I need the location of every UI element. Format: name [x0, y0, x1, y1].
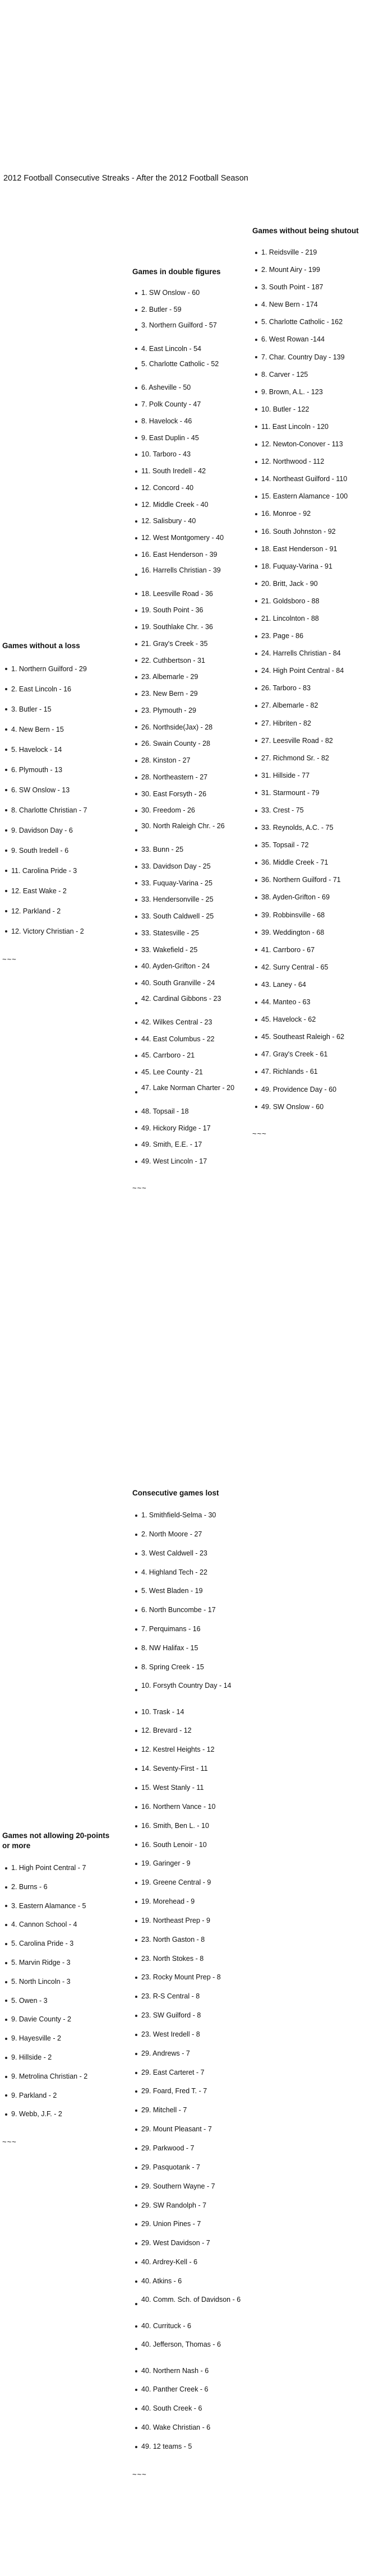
list-item: 33. Wakefield - 25	[132, 942, 247, 959]
list-item: 5. Havelock - 14	[2, 740, 117, 760]
list-item: 40. Ardrey-Kell - 6	[132, 2253, 250, 2272]
section-separator: ~~~	[2, 2138, 17, 2146]
list-item: 8. Charlotte Christian - 7	[2, 800, 117, 820]
list-item: 27. Leesville Road - 82	[252, 732, 367, 750]
list-item: 12. Salisbury - 40	[132, 513, 247, 530]
list-item: 7. Polk County - 47	[132, 396, 247, 413]
list-item: 2. Burns - 6	[2, 1878, 117, 1897]
list-item: 12. West Montgomery - 40	[132, 530, 247, 547]
list-item: 29. East Carteret - 7	[132, 2063, 250, 2083]
list-item: 33. Reynolds, A.C. - 75	[252, 819, 367, 837]
list-item: 19. Northeast Prep - 9	[132, 1912, 250, 1931]
list-item: 43. Laney - 64	[252, 976, 367, 994]
list-item: 29. Mount Pleasant - 7	[132, 2120, 250, 2139]
list-item: 21. Goldsboro - 88	[252, 593, 367, 610]
list-item: 36. Northern Guilford - 71	[252, 871, 367, 889]
list-item: 26. Tarboro - 83	[252, 680, 367, 697]
list-item: 19. Morehead - 9	[132, 1892, 250, 1912]
list-item: 9. Hillside - 2	[2, 2048, 117, 2067]
list-item: 36. Middle Creek - 71	[252, 854, 367, 871]
list-item: 23. Plymouth - 29	[132, 703, 247, 719]
list-item: 44. East Columbus - 22	[132, 1031, 247, 1048]
list-item: 40. South Creek - 6	[132, 2399, 250, 2418]
list-item: 10. Tarboro - 43	[132, 446, 247, 463]
list-item: 23. SW Guilford - 8	[132, 2006, 250, 2025]
list-item: 4. New Bern - 174	[252, 296, 367, 313]
list-item: 3. Eastern Alamance - 5	[2, 1897, 117, 1916]
list-item: 5. North Lincoln - 3	[2, 1973, 117, 1992]
list-item: 1. Reidsville - 219	[252, 244, 367, 261]
list-item: 5. Charlotte Catholic - 52	[132, 357, 247, 380]
list-item: 12. Concord - 40	[132, 480, 247, 497]
list-item: 19. Garinger - 9	[132, 1854, 250, 1873]
list-item: 29. Union Pines - 7	[132, 2215, 250, 2234]
list-item: 49. Providence Day - 60	[252, 1081, 367, 1098]
list-item: 6. West Rowan -144	[252, 331, 367, 348]
list-item: 12. Brevard - 12	[132, 1721, 250, 1741]
list-item: 9. South Iredell - 6	[2, 841, 117, 861]
list-item: 40. Atkins - 6	[132, 2272, 250, 2291]
list-item: 8. Havelock - 46	[132, 413, 247, 430]
list-item: 48. Topsail - 18	[132, 1104, 247, 1120]
section-heading: Games without a loss	[2, 641, 80, 650]
list-item: 1. SW Onslow - 60	[132, 285, 247, 302]
streak-list	[132, 285, 247, 1170]
section-heading: Games in double figures	[132, 267, 221, 276]
list-item: 15. Eastern Alamance - 100	[252, 488, 367, 505]
list-item: 45. Havelock - 62	[252, 1011, 367, 1028]
section-heading: Consecutive games lost	[132, 1489, 219, 1497]
list-item: 23. West Iredell - 8	[132, 2025, 250, 2044]
list-item: 8. Spring Creek - 15	[132, 1658, 250, 1677]
list-item: 28. Northeastern - 27	[132, 769, 247, 786]
list-item: 40. Comm. Sch. of Davidson - 6	[132, 2291, 250, 2317]
list-item: 28. Kinston - 27	[132, 753, 247, 769]
section-heading: Games without being shutout	[252, 227, 359, 235]
list-item: 1. Northern Guilford - 29	[2, 659, 117, 679]
list-item: 10. Trask - 14	[132, 1703, 250, 1722]
list-item: 21. Gray's Creek - 35	[132, 636, 247, 653]
list-item: 1. Smithfield-Selma - 30	[132, 1506, 250, 1525]
list-item: 49. 12 teams - 5	[132, 2437, 250, 2457]
section-games-not-allowing-20	[2, 1831, 117, 2146]
list-item: 16. Smith, Ben L. - 10	[132, 1817, 250, 1836]
list-item: 6. SW Onslow - 13	[2, 780, 117, 800]
list-item: 47. Richlands - 61	[252, 1063, 367, 1081]
list-item: 49. West Lincoln - 17	[132, 1153, 247, 1170]
list-item: 19. Southlake Chr. - 36	[132, 619, 247, 636]
section-games-not-shutout	[252, 226, 367, 1138]
list-item: 10. Forsyth Country Day - 14	[132, 1677, 250, 1703]
section-separator: ~~~	[252, 1129, 267, 1138]
list-item: 3. Butler - 15	[2, 699, 117, 719]
list-item: 9. Brown, A.L. - 123	[252, 384, 367, 401]
list-item: 11. East Lincoln - 120	[252, 418, 367, 436]
list-item: 14. Seventy-First - 11	[132, 1760, 250, 1779]
list-item: 41. Carrboro - 67	[252, 941, 367, 959]
list-item: 39. Weddington - 68	[252, 924, 367, 941]
list-item: 18. Fuquay-Varina - 91	[252, 558, 367, 575]
list-item: 24. Harrells Christian - 84	[252, 645, 367, 662]
list-item: 2. North Moore - 27	[132, 1525, 250, 1544]
section-games-without-loss	[2, 641, 117, 963]
list-item: 33. South Caldwell - 25	[132, 908, 247, 925]
list-item: 12. Northwood - 112	[252, 453, 367, 470]
list-item: 49. Hickory Ridge - 17	[132, 1120, 247, 1137]
list-item: 47. Lake Norman Charter - 20	[132, 1081, 247, 1104]
list-item: 30. North Raleigh Chr. - 26	[132, 819, 247, 842]
list-item: 33. Davidson Day - 25	[132, 858, 247, 875]
list-item: 16. Monroe - 92	[252, 505, 367, 523]
list-item: 40. Northern Nash - 6	[132, 2362, 250, 2381]
list-item: 6. Asheville - 50	[132, 380, 247, 396]
list-item: 2. East Lincoln - 16	[2, 679, 117, 699]
list-item: 24. High Point Central - 84	[252, 662, 367, 680]
list-item: 31. Starmount - 79	[252, 784, 367, 802]
list-item: 44. Manteo - 63	[252, 994, 367, 1011]
list-item: 15. West Stanly - 11	[132, 1779, 250, 1798]
list-item: 18. East Henderson - 91	[252, 541, 367, 558]
list-item: 9. Hayesville - 2	[2, 2029, 117, 2048]
list-item: 23. Rocky Mount Prep - 8	[132, 1968, 250, 1987]
list-item: 31. Hillside - 77	[252, 767, 367, 784]
list-item: 30. East Forsyth - 26	[132, 786, 247, 803]
list-item: 29. SW Randolph - 7	[132, 2196, 250, 2215]
list-item: 19. South Point - 36	[132, 602, 247, 619]
list-item: 26. Northside(Jax) - 28	[132, 719, 247, 736]
list-item: 12. Victory Christian - 2	[2, 921, 117, 941]
streak-list	[132, 1506, 250, 2457]
list-item: 9. Davie County - 2	[2, 2010, 117, 2029]
section-separator: ~~~	[132, 2469, 147, 2478]
list-item: 27. Richmond Sr. - 82	[252, 750, 367, 767]
list-item: 9. Parkland - 2	[2, 2086, 117, 2106]
list-item: 42. Cardinal Gibbons - 23	[132, 992, 247, 1014]
list-item: 29. West Davidson - 7	[132, 2234, 250, 2253]
list-item: 29. Parkwood - 7	[132, 2139, 250, 2158]
list-item: 33. Fuquay-Varina - 25	[132, 875, 247, 892]
list-item: 7. Char. Country Day - 139	[252, 349, 367, 366]
list-item: 1. High Point Central - 7	[2, 1859, 117, 1878]
list-item: 16. Northern Vance - 10	[132, 1798, 250, 1817]
list-item: 5. Owen - 3	[2, 1992, 117, 2011]
list-item: 23. Albemarle - 29	[132, 669, 247, 686]
streak-list	[252, 244, 367, 1116]
list-item: 33. Bunn - 25	[132, 842, 247, 858]
list-item: 2. Mount Airy - 199	[252, 261, 367, 279]
list-item: 45. Lee County - 21	[132, 1064, 247, 1081]
list-item: 23. Page - 86	[252, 627, 367, 645]
list-item: 11. Carolina Pride - 3	[2, 861, 117, 881]
list-item: 12. Middle Creek - 40	[132, 497, 247, 514]
list-item: 40. Ayden-Grifton - 24	[132, 958, 247, 975]
section-separator: ~~~	[132, 1183, 147, 1192]
list-item: 18. Leesville Road - 36	[132, 586, 247, 603]
list-item: 20. Britt, Jack - 90	[252, 575, 367, 593]
list-item: 27. Albemarle - 82	[252, 697, 367, 714]
list-item: 23. North Gaston - 8	[132, 1931, 250, 1950]
list-item: 47. Gray's Creek - 61	[252, 1046, 367, 1063]
list-item: 3. South Point - 187	[252, 279, 367, 296]
list-item: 4. Highland Tech - 22	[132, 1563, 250, 1582]
streak-list	[2, 1859, 117, 2124]
streak-list	[2, 659, 117, 941]
list-item: 27. Hibriten - 82	[252, 715, 367, 732]
list-item: 40. Wake Christian - 6	[132, 2418, 250, 2437]
list-item: 12. Newton-Conover - 113	[252, 436, 367, 453]
list-item: 3. Northern Guilford - 57	[132, 318, 247, 341]
list-item: 29. Foard, Fred T. - 7	[132, 2082, 250, 2101]
list-item: 39. Robbinsville - 68	[252, 907, 367, 924]
list-item: 21. Lincolnton - 88	[252, 610, 367, 627]
list-item: 16. East Henderson - 39	[132, 547, 247, 564]
list-item: 5. Charlotte Catholic - 162	[252, 313, 367, 331]
list-item: 35. Topsail - 72	[252, 837, 367, 854]
list-item: 33. Statesville - 25	[132, 925, 247, 942]
list-item: 26. Swain County - 28	[132, 736, 247, 753]
section-games-double-figures	[132, 267, 247, 1192]
section-consecutive-games-lost	[132, 1488, 250, 2478]
list-item: 14. Northeast Guilford - 110	[252, 470, 367, 488]
list-item: 9. Webb, J.F. - 2	[2, 2105, 117, 2124]
list-item: 45. Carrboro - 21	[132, 1047, 247, 1064]
list-item: 33. Crest - 75	[252, 802, 367, 819]
list-item: 5. Carolina Pride - 3	[2, 1935, 117, 1954]
list-item: 8. NW Halifax - 15	[132, 1639, 250, 1658]
list-item: 4. East Lincoln - 54	[132, 341, 247, 358]
list-item: 29. Mitchell - 7	[132, 2101, 250, 2120]
list-item: 7. Perquimans - 16	[132, 1620, 250, 1639]
list-item: 45. Southeast Raleigh - 62	[252, 1028, 367, 1046]
list-item: 40. Jefferson, Thomas - 6	[132, 2336, 250, 2362]
list-item: 29. Southern Wayne - 7	[132, 2177, 250, 2196]
list-item: 22. Cuthbertson - 31	[132, 653, 247, 670]
list-item: 40. Currituck - 6	[132, 2317, 250, 2336]
list-item: 12. Parkland - 2	[2, 901, 117, 921]
list-item: 5. Marvin Ridge - 3	[2, 1954, 117, 1973]
list-item: 5. West Bladen - 19	[132, 1582, 250, 1601]
list-item: 4. New Bern - 15	[2, 719, 117, 740]
list-item: 16. Harrells Christian - 39	[132, 564, 247, 586]
list-item: 16. South Lenoir - 10	[132, 1836, 250, 1855]
list-item: 42. Surry Central - 65	[252, 959, 367, 976]
list-item: 2. Butler - 59	[132, 302, 247, 318]
list-item: 19. Greene Central - 9	[132, 1873, 250, 1892]
list-item: 9. East Duplin - 45	[132, 430, 247, 447]
list-item: 23. North Stokes - 8	[132, 1950, 250, 1969]
section-separator: ~~~	[2, 955, 17, 963]
list-item: 3. West Caldwell - 23	[132, 1544, 250, 1563]
list-item: 33. Hendersonville - 25	[132, 892, 247, 908]
list-item: 16. South Johnston - 92	[252, 523, 367, 541]
list-item: 8. Carver - 125	[252, 366, 367, 384]
list-item: 38. Ayden-Grifton - 69	[252, 889, 367, 906]
section-heading: Games not allowing 20-points or more	[2, 1831, 110, 1850]
list-item: 4. Cannon School - 4	[2, 1915, 117, 1935]
list-item: 49. Smith, E.E. - 17	[132, 1137, 247, 1153]
list-item: 23. New Bern - 29	[132, 686, 247, 703]
list-item: 9. Davidson Day - 6	[2, 820, 117, 841]
list-item: 12. Kestrel Heights - 12	[132, 1741, 250, 1760]
list-item: 29. Andrews - 7	[132, 2044, 250, 2063]
list-item: 6. North Buncombe - 17	[132, 1601, 250, 1620]
page-title: 2012 Football Consecutive Streaks - After the 2012 Football Season	[3, 174, 248, 183]
list-item: 9. Metrolina Christian - 2	[2, 2067, 117, 2086]
list-item: 29. Pasquotank - 7	[132, 2158, 250, 2177]
list-item: 6. Plymouth - 13	[2, 760, 117, 780]
list-item: 23. R-S Central - 8	[132, 1987, 250, 2006]
list-item: 40. Panther Creek - 6	[132, 2380, 250, 2399]
list-item: 12. East Wake - 2	[2, 881, 117, 901]
list-item: 42. Wilkes Central - 23	[132, 1014, 247, 1031]
list-item: 30. Freedom - 26	[132, 802, 247, 819]
list-item: 10. Butler - 122	[252, 401, 367, 418]
list-item: 49. SW Onslow - 60	[252, 1098, 367, 1116]
list-item: 11. South Iredell - 42	[132, 463, 247, 480]
list-item: 40. South Granville - 24	[132, 975, 247, 992]
